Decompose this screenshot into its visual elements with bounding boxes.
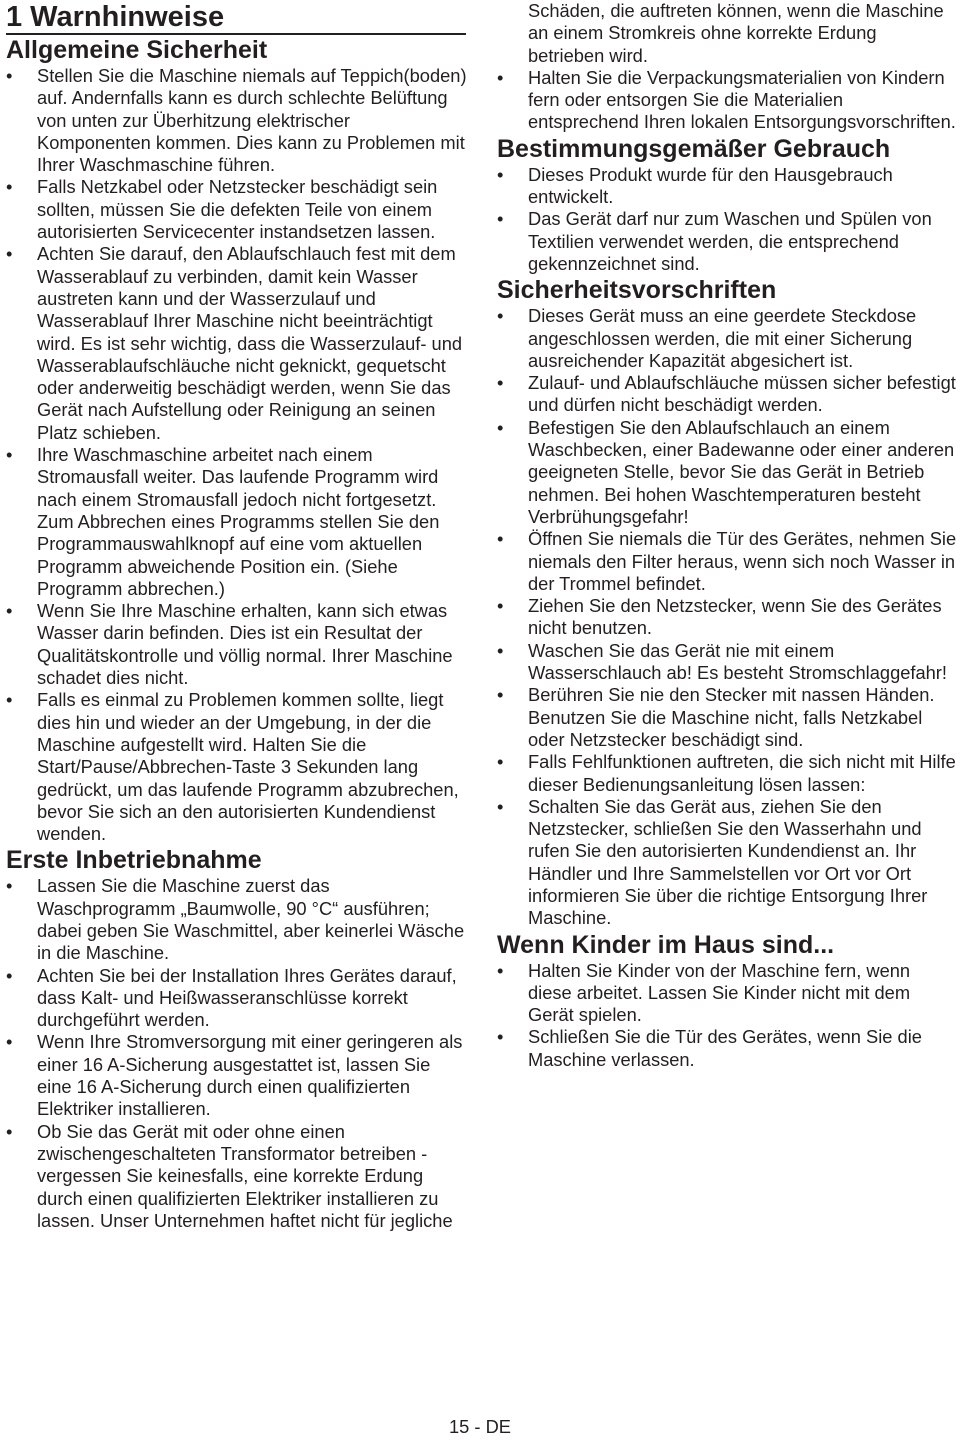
list-item: • Das Gerät darf nur zum Waschen und Spülen von Textilien verwendet werden, die entsprechend gekennzeichnet sind. (497, 208, 932, 274)
bullet-icon: • (497, 1026, 504, 1048)
list-item: • Öffnen Sie niemals die Tür des Gerätes, nehmen Sie niemals den Filter heraus, wenn sich noch Wasser in der Trommel befindet. (497, 528, 957, 594)
bullet-icon: • (497, 66, 504, 88)
bullet-icon: • (497, 305, 504, 327)
bullet-icon: • (6, 65, 13, 86)
page-number: 15 - DE (449, 1416, 511, 1437)
list-item: • Zulauf- und Ablaufschläuche müssen sicher befestigt und dürfen nicht beschädigt werden. (497, 372, 956, 416)
bullet-icon: • (497, 639, 504, 661)
list-item: • Achten Sie darauf, den Ablaufschlauch fest mit dem Wasserablauf zu verbinden, damit kein Wasser austreten kann und der Wasserzulauf und Wasserablauf Ihrer Maschine nicht beeinträchtigt wird. Es ist sehr wichtig, dass die Wasserzulauf- und Wasserablaufschläuche nicht geknickt, gequetscht oder anderweitig beschädigt werden, wenn Sie das Gerät nach Aufstellung oder Reinigung an seinen Platz schieben. (6, 243, 463, 443)
right-column (497, 0, 957, 1071)
bullet-icon: • (6, 964, 13, 986)
section-title-general-safety: Allgemeine Sicherheit (6, 36, 268, 64)
bullet-icon: • (497, 372, 504, 394)
continuation-text: Schäden, die auftreten können, wenn die Maschine an einem Stromkreis ohne korrekte Erdung betrieben wird. (528, 0, 944, 66)
list-item: • Halten Sie Kinder von der Maschine fern, wenn diese arbeitet. Lassen Sie Kinder nicht mit dem Gerät spielen. (497, 959, 911, 1026)
packaging-list (497, 67, 957, 134)
section-title-first-use: Erste Inbetriebnahme (6, 846, 262, 875)
bullet-icon: • (497, 163, 504, 185)
bullet-icon: • (497, 959, 504, 981)
list-item: • Wenn Ihre Stromversorgung mit einer geringeren als einer 16 A-Sicherung ausgestattet ist, lassen Sie eine 16 A-Sicherung durch einen qualifizierten Elektriker installieren. (6, 1031, 463, 1120)
safety-rules-list (497, 305, 957, 929)
list-item: • Dieses Gerät muss an eine geerdete Steckdose angeschlossen werden, die mit einer Sicherung ausreichender Kapazität abgesichert ist. (497, 305, 917, 371)
bullet-icon: • (6, 1031, 13, 1053)
bullet-icon: • (497, 684, 504, 706)
list-item: • Dieses Produkt wurde für den Hausgebrauch entwickelt. (497, 163, 893, 208)
bullet-icon: • (497, 595, 504, 617)
list-item: • Befestigen Sie den Ablaufschlauch an einem Waschbecken, einer Badewanne oder einer anderen geeigneten Stelle, bevor Sie das Gerät in Betrieb nehmen. Bei hohen Waschtemperaturen besteht Verbrühungsgefahr! (497, 416, 955, 527)
children-list (497, 960, 957, 1071)
bullet-icon: • (6, 689, 13, 711)
list-item: • Falls es einmal zu Problemen kommen sollte, liegt dies hin und wieder an der Umgebung, in der die Maschine aufgestellt wird. Halten Sie die Start/Pause/Abbrechen-Taste 3 Sekunden lang gedrückt, um das laufende Programm abzubrechen, bevor Sie sich an den autorisierten Kundendienst wenden. (6, 689, 459, 845)
list-item: • Halten Sie die Verpackungsmaterialien von Kindern fern oder entsorgen Sie die Materialien entsprechend Ihren lokalen Entsorgungsvorschriften. (497, 66, 956, 133)
chapter-title: 1 Warnhinweise (6, 0, 466, 35)
bullet-icon: • (497, 208, 504, 230)
section-title-children: Wenn Kinder im Haus sind... (497, 930, 835, 959)
list-item: • Ziehen Sie den Netzstecker, wenn Sie des Gerätes nicht benutzen. (497, 595, 942, 639)
intended-use-list (497, 164, 957, 275)
list-item: • Achten Sie bei der Installation Ihres Gerätes darauf, dass Kalt- und Heißwasseranschlüsse korrekt durchgeführt werden. (6, 964, 457, 1031)
list-item: • Waschen Sie das Gerät nie mit einem Wasserschlauch ab! Es besteht Stromschlaggefahr! (497, 639, 947, 684)
section-title-intended-use: Bestimmungsgemäßer Gebrauch (497, 134, 891, 163)
general-safety-list (6, 65, 468, 845)
bullet-icon: • (6, 875, 13, 897)
bullet-icon: • (6, 176, 13, 198)
bullet-icon: • (497, 795, 504, 817)
list-item: • Schließen Sie die Tür des Gerätes, wenn Sie die Maschine verlassen. (497, 1026, 922, 1070)
bullet-icon: • (6, 1120, 13, 1142)
section-title-safety-rules: Sicherheitsvorschriften (497, 276, 777, 305)
list-item: • Wenn Sie Ihre Maschine erhalten, kann sich etwas Wasser darin befinden. Dies ist ein Resultat der Qualitätskontrolle und völlig normal. Ihrer Maschine schadet dies nicht. (6, 600, 453, 689)
list-item: • Stellen Sie die Maschine niemals auf Teppich(boden) auf. Andernfalls kann es durch schlechte Belüftung von unten zur Überhitzung elektrischer Komponenten kommen. Dies kann zu Problemen mit Ihrer Waschmaschine führen. (6, 65, 467, 176)
bullet-icon: • (497, 528, 504, 550)
list-item: • Ob Sie das Gerät mit oder ohne einen zwischengeschalteten Transformator betreiben - vergessen Sie keinesfalls, eine korrekte Erdung durch einen qualifizierten Elektriker installieren zu lassen. Unser Unternehmen haftet nicht für jegliche (6, 1120, 453, 1231)
bullet-icon: • (497, 416, 504, 438)
bullet-icon: • (497, 751, 504, 773)
bullet-icon: • (6, 243, 13, 265)
list-item: • Lassen Sie die Maschine zuerst das Waschprogramm „Baumwolle, 90 °C“ ausführen; dabei geben Sie Waschmittel, aber keinerlei Wäsche in die Maschine. (6, 875, 465, 964)
list-item: • Ihre Waschmaschine arbeitet nach einem Stromausfall weiter. Das laufende Programm wird nach einem Stromausfall jedoch nicht fortgesetzt. Zum Abbrechen eines Programms stellen Sie den Programmauswahlknopf auf eine vom aktuellen Programm abweichende Position ein. (Siehe Programm abbrechen.) (6, 444, 440, 599)
list-item: • Falls Fehlfunktionen auftreten, die sich nicht mit Hilfe dieser Bedienungsanleitung lösen lassen: (497, 751, 956, 795)
bullet-icon: • (6, 600, 13, 622)
first-use-list (6, 875, 468, 1232)
list-item: • Falls Netzkabel oder Netzstecker beschädigt sein sollten, müssen Sie die defekten Teile von einem autorisierten Servicecenter instandsetzen lassen. (6, 176, 438, 243)
left-column (6, 0, 468, 1232)
list-item: • Berühren Sie nie den Stecker mit nassen Händen. Benutzen Sie die Maschine nicht, falls Netzkabel oder Netzstecker beschädigt sind. (497, 684, 935, 750)
list-item: • Schalten Sie das Gerät aus, ziehen Sie den Netzstecker, schließen Sie den Wasserhahn und rufen Sie den autorisierten Kundendienst an. Ihr Händler und Ihre Sammelstellen vor Ort vor Ort informieren Sie über die richtige Entsorgung Ihrer Maschine. (497, 795, 928, 929)
bullet-icon: • (6, 444, 13, 466)
